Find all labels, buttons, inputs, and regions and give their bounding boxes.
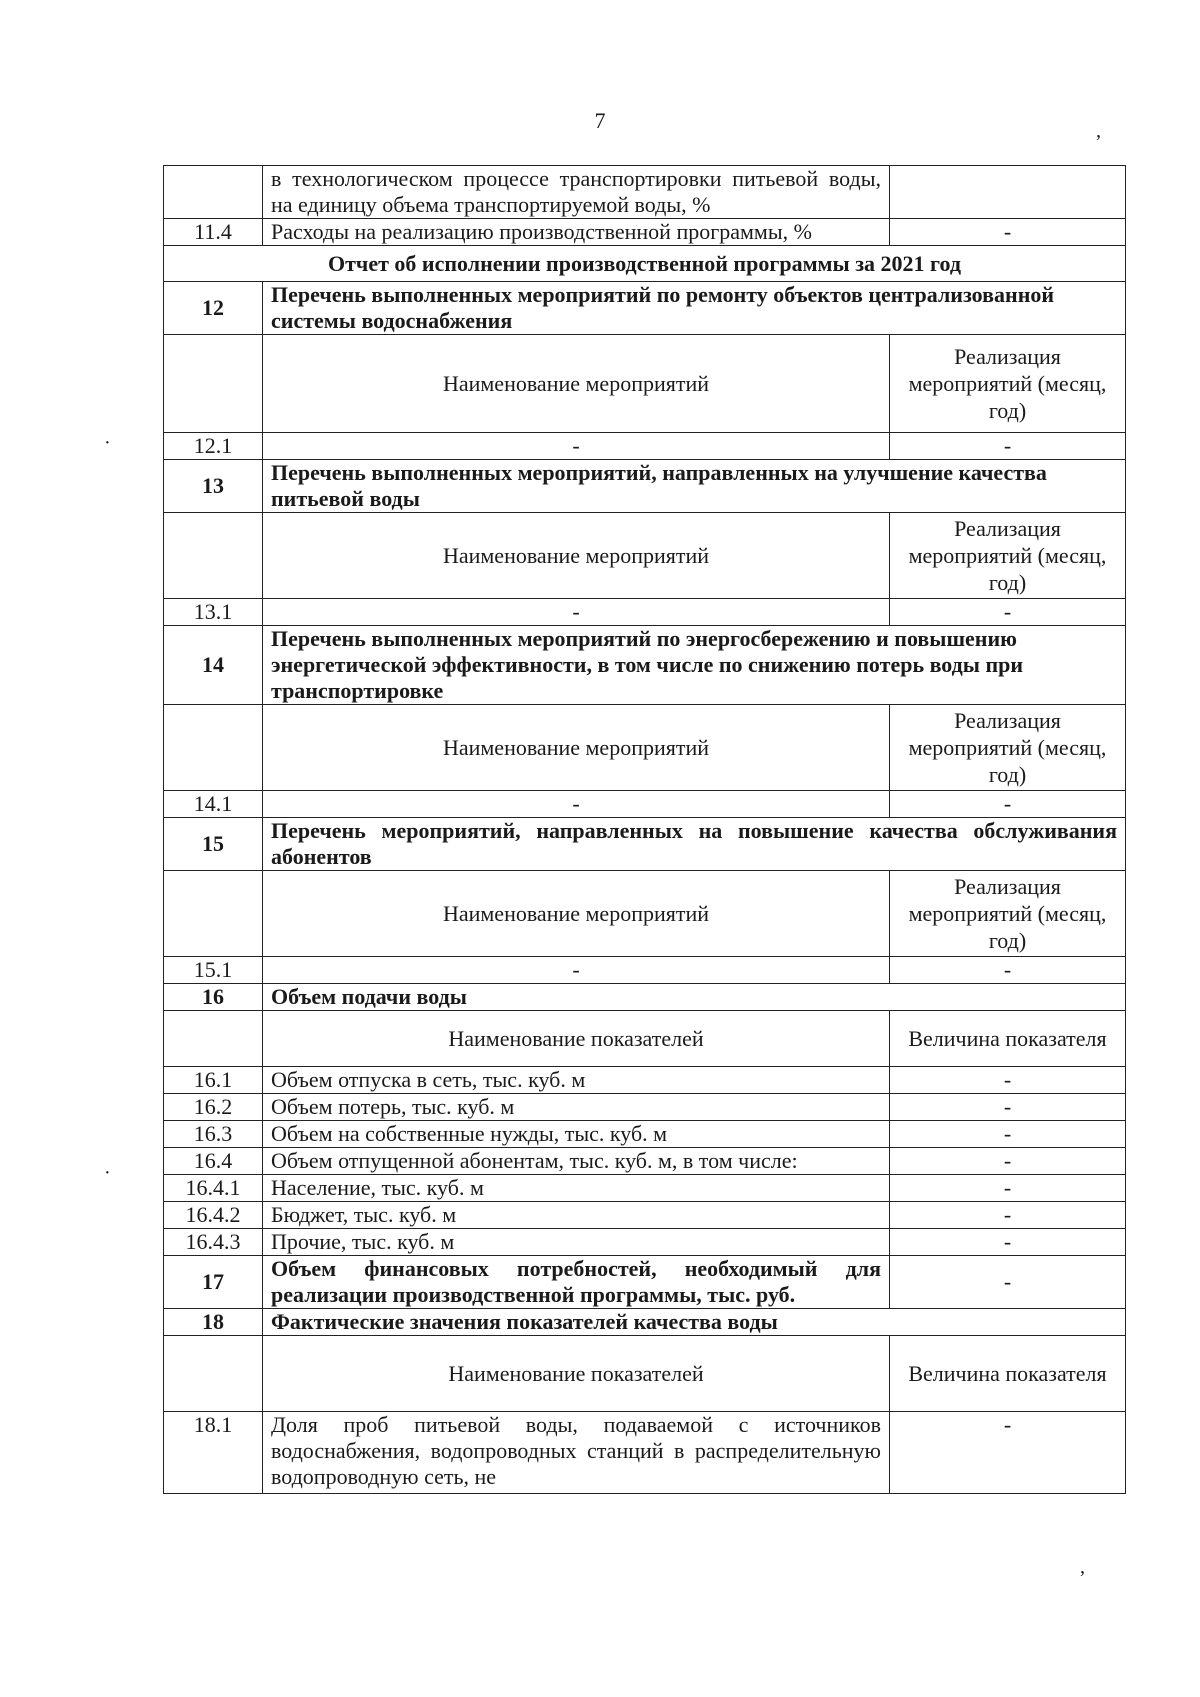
- section-row: [164, 818, 1126, 871]
- section-title: Объем подачи воды: [263, 984, 1126, 1011]
- row-value: -: [890, 219, 1126, 246]
- table-row: [164, 599, 1126, 626]
- section-row: [164, 1309, 1126, 1336]
- row-name: Расходы на реализацию производственной программы, %: [263, 219, 890, 246]
- row-value: -: [890, 1229, 1126, 1256]
- section-number: 14: [164, 626, 263, 705]
- table-row: [164, 1094, 1126, 1121]
- row-name: в технологическом процессе транспортировки питьевой воды, на единицу объема транспортируемой воды, %: [263, 166, 890, 219]
- row-number: 14.1: [164, 791, 263, 818]
- row-name: Объем потерь, тыс. куб. м: [263, 1094, 890, 1121]
- row-number: 12.1: [164, 433, 263, 460]
- row-value: -: [890, 433, 1126, 460]
- header-number-cell: [164, 335, 263, 433]
- table-row: [164, 1202, 1126, 1229]
- table-row: [164, 219, 1126, 246]
- table-row: [164, 791, 1126, 818]
- row-number: 16.4.3: [164, 1229, 263, 1256]
- row-name: Население, тыс. куб. м: [263, 1175, 890, 1202]
- table-row: [164, 1229, 1126, 1256]
- header-number-cell: [164, 1336, 263, 1412]
- row-name: Объем на собственные нужды, тыс. куб. м: [263, 1121, 890, 1148]
- column-header-row: [164, 335, 1126, 433]
- header-name: Наименование показателей: [263, 1011, 890, 1067]
- column-header-row: [164, 513, 1126, 599]
- row-value: -: [890, 791, 1126, 818]
- header-value: Реализация мероприятий (месяц, год): [890, 513, 1126, 599]
- section-title: Перечень выполненных мероприятий по энергосбережению и повышению энергетической эффективности, в том числе по снижению потерь воды при транспортировке: [263, 626, 1126, 705]
- section-row: [164, 1256, 1126, 1309]
- header-number-cell: [164, 513, 263, 599]
- section-title: Фактические значения показателей качества воды: [263, 1309, 1126, 1336]
- row-name: Объем отпущенной абонентам, тыс. куб. м, в том числе:: [263, 1148, 890, 1175]
- row-number: 15.1: [164, 957, 263, 984]
- row-name: Бюджет, тыс. куб. м: [263, 1202, 890, 1229]
- table-row: [164, 433, 1126, 460]
- header-value: Реализация мероприятий (месяц, год): [890, 335, 1126, 433]
- row-name: -: [263, 599, 890, 626]
- row-value: -: [890, 1067, 1126, 1094]
- row-number: 16.4.1: [164, 1175, 263, 1202]
- section-number: 18: [164, 1309, 263, 1336]
- row-number: 16.4.2: [164, 1202, 263, 1229]
- row-value: -: [890, 1175, 1126, 1202]
- row-value: -: [890, 957, 1126, 984]
- row-value: -: [890, 1202, 1126, 1229]
- section-row: [164, 984, 1126, 1011]
- row-number: 16.3: [164, 1121, 263, 1148]
- section-title: Перечень мероприятий, направленных на повышение качества обслуживания абонентов: [263, 818, 1126, 871]
- header-name: Наименование мероприятий: [263, 513, 890, 599]
- table-row: [164, 957, 1126, 984]
- section-title: Перечень выполненных мероприятий по ремонту объектов централизованной системы водоснабжения: [263, 282, 1126, 335]
- report-table: [163, 165, 1126, 1494]
- section-row: [164, 460, 1126, 513]
- column-header-row: [164, 1011, 1126, 1067]
- table-row: [164, 1067, 1126, 1094]
- row-value: [890, 166, 1126, 219]
- header-value: Величина показателя: [890, 1336, 1126, 1412]
- row-number: 11.4: [164, 219, 263, 246]
- table-row: [164, 1121, 1126, 1148]
- report-heading: Отчет об исполнении производственной программы за 2021 год: [164, 246, 1126, 282]
- table-row: [164, 1175, 1126, 1202]
- header-number-cell: [164, 871, 263, 957]
- row-number: [164, 166, 263, 219]
- section-number: 12: [164, 282, 263, 335]
- row-name: Объем отпуска в сеть, тыс. куб. м: [263, 1067, 890, 1094]
- section-title: Перечень выполненных мероприятий, направленных на улучшение качества питьевой воды: [263, 460, 1126, 513]
- section-title: Объем финансовых потребностей, необходимый для реализации производственной программы, тыс. руб.: [263, 1256, 890, 1309]
- row-number: 16.2: [164, 1094, 263, 1121]
- section-number: 13: [164, 460, 263, 513]
- scan-speck: ,: [1080, 1556, 1085, 1578]
- scan-speck: ,: [1096, 120, 1101, 142]
- table-row: [164, 1148, 1126, 1175]
- row-value: -: [890, 1148, 1126, 1175]
- row-value: -: [890, 1094, 1126, 1121]
- header-name: Наименование показателей: [263, 1336, 890, 1412]
- column-header-row: [164, 871, 1126, 957]
- table-row: [164, 1412, 1126, 1494]
- column-header-row: [164, 705, 1126, 791]
- row-value: -: [890, 1121, 1126, 1148]
- header-name: Наименование мероприятий: [263, 871, 890, 957]
- row-name: Доля проб питьевой воды, подаваемой с источников водоснабжения, водопроводных станций в распределительную водопроводную сеть, не: [263, 1412, 890, 1494]
- row-number: 16.1: [164, 1067, 263, 1094]
- section-number: 15: [164, 818, 263, 871]
- report-heading-row: [164, 246, 1126, 282]
- header-value: Реализация мероприятий (месяц, год): [890, 705, 1126, 791]
- row-value: -: [890, 1412, 1126, 1494]
- header-name: Наименование мероприятий: [263, 335, 890, 433]
- row-number: 16.4: [164, 1148, 263, 1175]
- section-row: [164, 626, 1126, 705]
- column-header-row: [164, 1336, 1126, 1412]
- row-name: -: [263, 791, 890, 818]
- page-number: 7: [594, 108, 606, 133]
- row-name: -: [263, 433, 890, 460]
- row-name: Прочие, тыс. куб. м: [263, 1229, 890, 1256]
- row-value: -: [890, 1256, 1126, 1309]
- row-value: -: [890, 599, 1126, 626]
- header-number-cell: [164, 1011, 263, 1067]
- scan-speck: ·: [104, 1162, 111, 1184]
- row-number: 13.1: [164, 599, 263, 626]
- header-value: Реализация мероприятий (месяц, год): [890, 871, 1126, 957]
- header-name: Наименование мероприятий: [263, 705, 890, 791]
- row-name: -: [263, 957, 890, 984]
- section-number: 17: [164, 1256, 263, 1309]
- section-number: 16: [164, 984, 263, 1011]
- table-row: [164, 166, 1126, 219]
- header-number-cell: [164, 705, 263, 791]
- scan-speck: ·: [104, 432, 111, 454]
- section-row: [164, 282, 1126, 335]
- row-number: 18.1: [164, 1412, 263, 1494]
- header-value: Величина показателя: [890, 1011, 1126, 1067]
